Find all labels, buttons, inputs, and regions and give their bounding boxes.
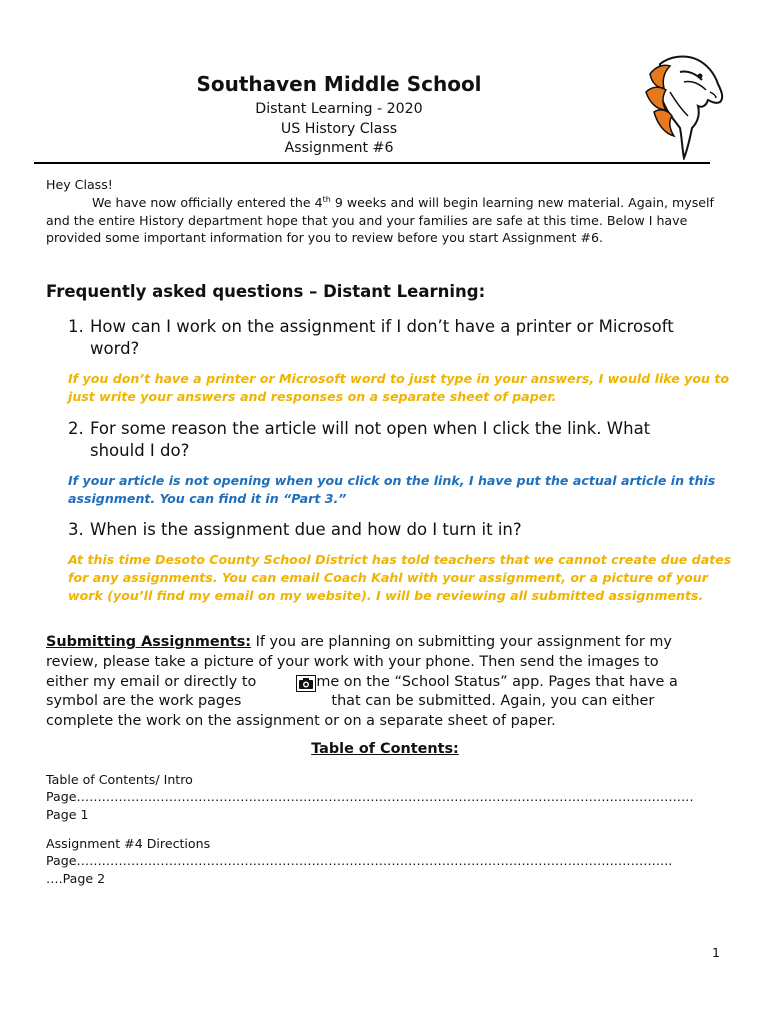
faq-title: Frequently asked questions – Distant Learning: bbox=[46, 282, 486, 301]
header-line-2: US History Class bbox=[280, 120, 398, 137]
faq-answer-3: At this time Desoto County School District has told teachers that we cannot create due dates for any assignments. You can email Coach Kahl with your assignment, or a picture of your work (you’ll find my email on my website). I will be reviewing all submitted assignments. bbox=[68, 552, 732, 603]
intro-paragraph bbox=[46, 194, 736, 247]
faq-question-2 bbox=[68, 418, 738, 462]
header-divider bbox=[34, 162, 710, 164]
submit-line-1 bbox=[46, 633, 736, 653]
toc-entry-dots: Page………………………………………………………………………………………………………………………………… bbox=[46, 789, 694, 805]
toc-entry-page: ….Page 2 bbox=[46, 870, 106, 886]
question-number: 2. bbox=[68, 419, 84, 438]
toc-entry-title: Assignment #4 Directions bbox=[46, 836, 211, 851]
submit-line-2: review, please take a picture of your work with your phone. Then send the images to bbox=[46, 653, 659, 670]
submit-line-4 bbox=[46, 692, 736, 712]
submit-text: that can be submitted. Again, you can either bbox=[331, 693, 655, 710]
header-line-1: Distant Learning - 2020 bbox=[255, 101, 423, 117]
faq-answer-1: If you don’t have a printer or Microsoft word to just type in your answers, I would like you to just write your answers and responses on a separate sheet of paper. bbox=[68, 371, 729, 404]
submit-text: either my email or directly to bbox=[46, 673, 257, 690]
question-text-cont: should I do? bbox=[90, 441, 190, 460]
toc-entry-2 bbox=[46, 835, 736, 887]
submit-line-3 bbox=[46, 673, 736, 693]
greeting: Hey Class! bbox=[46, 177, 113, 192]
question-text: For some reason the article will not open when I click the link. What bbox=[90, 419, 651, 438]
intro-section bbox=[46, 176, 736, 247]
document-header bbox=[0, 72, 678, 159]
question-text: When is the assignment due and how do I turn it in? bbox=[90, 520, 522, 539]
toc-entry-title: Table of Contents/ Intro bbox=[46, 772, 193, 787]
faq-question-1 bbox=[68, 316, 738, 360]
intro-text-start: We have now officially entered the 4 bbox=[92, 194, 323, 210]
intro-text-rest: 9 weeks and will begin learning new material. Again, myself and the entire History department hope that you and your families are safe at this time. Below I have provided some important information for you to review before you start Assignment #6. bbox=[46, 194, 714, 246]
submitting-label: Submitting Assignments: bbox=[46, 634, 252, 650]
ordinal-superscript: th bbox=[322, 194, 331, 204]
submit-text: symbol are the work pages bbox=[46, 693, 242, 710]
mustang-logo-icon bbox=[640, 52, 726, 160]
submit-line-5: complete the work on the assignment or on a separate sheet of paper. bbox=[46, 713, 556, 730]
toc-entry-page: Page 1 bbox=[46, 806, 89, 822]
faq-question-3 bbox=[68, 519, 738, 541]
submit-text: me on the “School Status” app. Pages that have a bbox=[316, 673, 678, 690]
camera-icon bbox=[296, 675, 316, 692]
toc-entry-dots: Page……………………………………………………………………………………………………………………………. bbox=[46, 853, 673, 869]
page-number: 1 bbox=[712, 945, 721, 960]
header-line-3: Assignment #6 bbox=[284, 140, 394, 156]
toc-entry-1 bbox=[46, 771, 736, 823]
school-name: Southaven Middle School bbox=[196, 72, 482, 96]
toc-title: Table of Contents: bbox=[311, 741, 459, 757]
submitting-section bbox=[46, 633, 736, 732]
question-number: 3. bbox=[68, 520, 84, 539]
faq-answer-2: If your article is not opening when you click on the link, I have put the actual article in this assignment. You can find it in “Part 3.” bbox=[68, 473, 716, 506]
question-text: How can I work on the assignment if I don’t have a printer or Microsoft bbox=[90, 317, 674, 336]
question-number: 1. bbox=[68, 317, 84, 336]
submit-text: If you are planning on submitting your assignment for my bbox=[251, 634, 672, 650]
question-text-cont: word? bbox=[90, 339, 140, 358]
